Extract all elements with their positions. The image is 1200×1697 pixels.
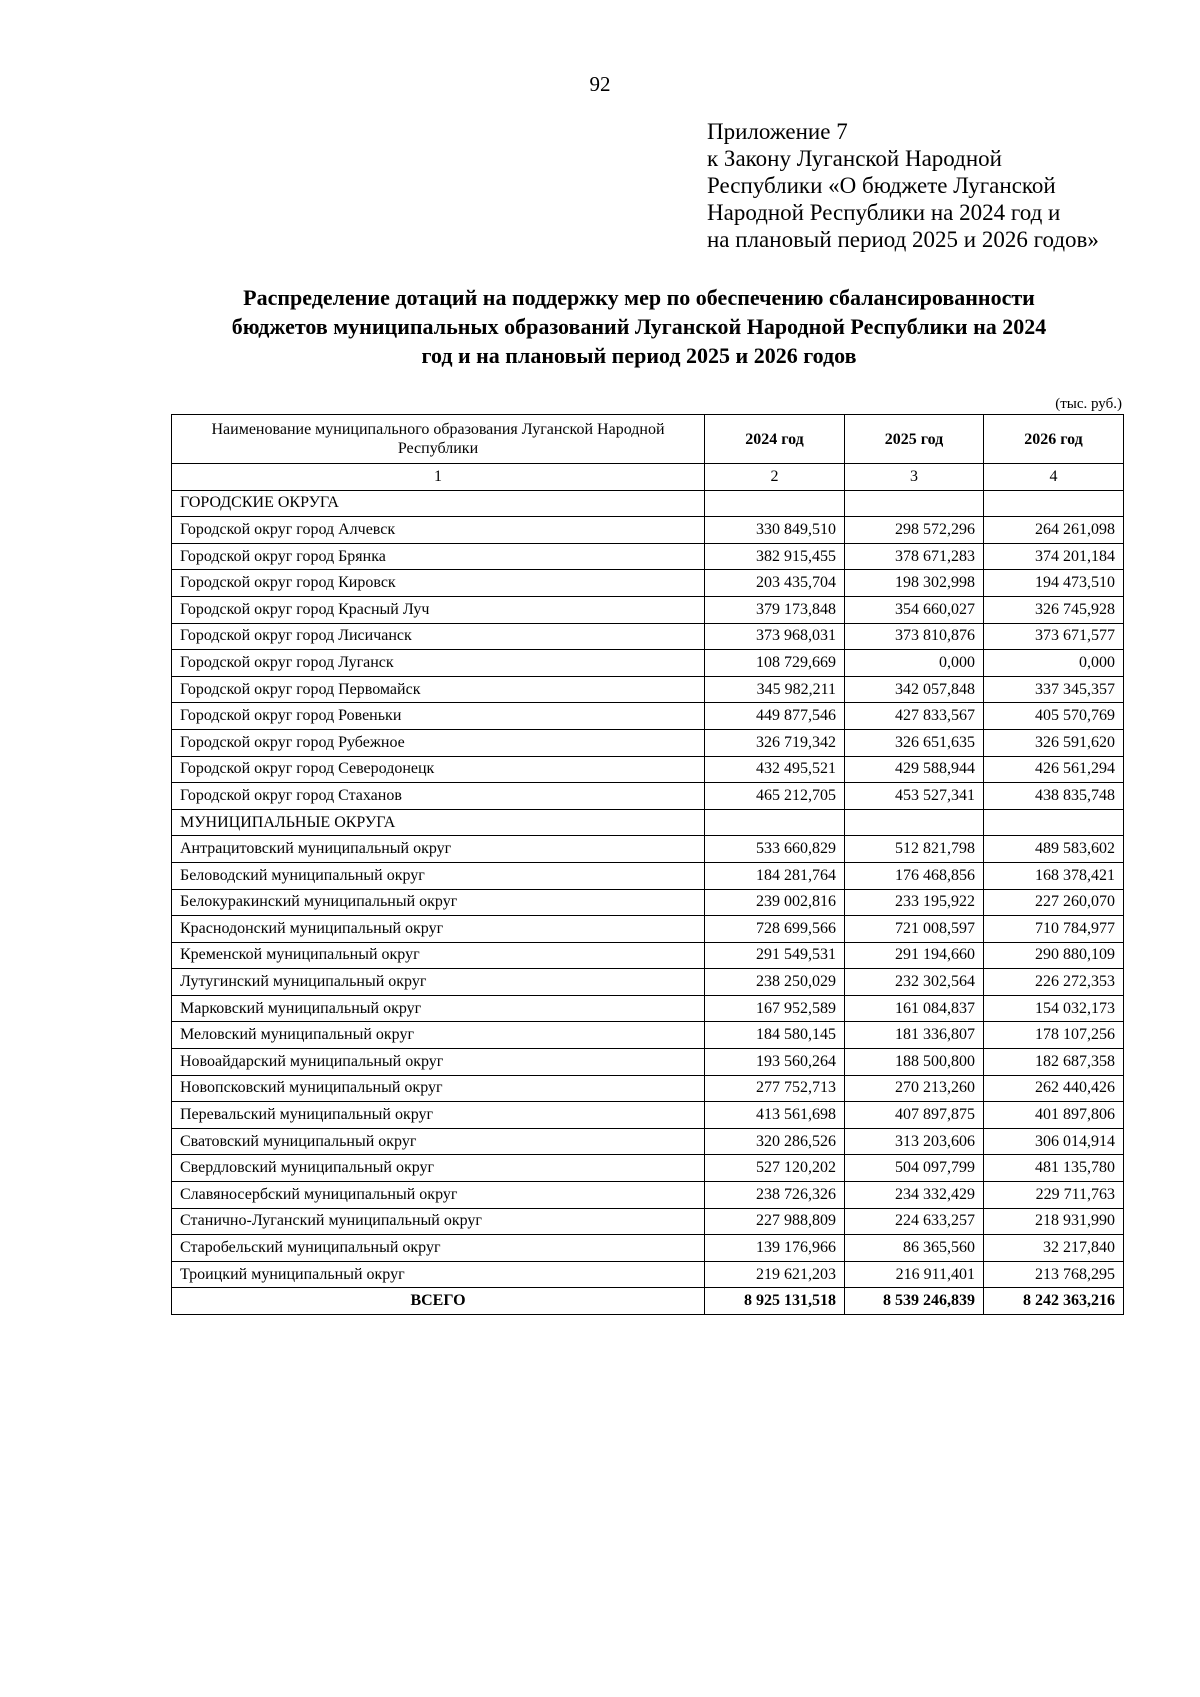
amount-cell: 32 217,840: [984, 1235, 1124, 1262]
table-row: [172, 1049, 1124, 1076]
amount-cell: 108 729,669: [705, 650, 845, 677]
amount-cell: 0,000: [845, 650, 984, 677]
amount-cell: 373 671,577: [984, 623, 1124, 650]
municipality-name: Новопсковский муниципальный округ: [172, 1075, 705, 1102]
header-2026: 2026 год: [984, 415, 1124, 464]
amount-cell: 167 952,589: [705, 995, 845, 1022]
table-row: [172, 623, 1124, 650]
header-municipality: Наименование муниципального образования Луганской Народной Республики: [172, 415, 705, 464]
amount-cell: 234 332,429: [845, 1182, 984, 1209]
amount-cell: 161 084,837: [845, 995, 984, 1022]
title-line: год и на плановый период 2025 и 2026 годов: [421, 343, 857, 368]
amount-cell: 710 784,977: [984, 916, 1124, 943]
amount-cell: 176 468,856: [845, 862, 984, 889]
table-row: [172, 889, 1124, 916]
amount-cell: 229 711,763: [984, 1182, 1124, 1209]
amount-cell: 216 911,401: [845, 1261, 984, 1288]
amount-cell: 313 203,606: [845, 1128, 984, 1155]
total-amount: 8 242 363,216: [984, 1288, 1124, 1315]
amount-cell: 0,000: [984, 650, 1124, 677]
appendix-line: Республики «О бюджете Луганской: [707, 173, 1056, 198]
subsidy-table: [171, 414, 1124, 1315]
title-line: бюджетов муниципальных образований Луганской Народной Республики на 2024: [231, 314, 1047, 339]
amount-cell: 728 699,566: [705, 916, 845, 943]
amount-cell: 306 014,914: [984, 1128, 1124, 1155]
empty-cell: [845, 809, 984, 836]
amount-cell: 262 440,426: [984, 1075, 1124, 1102]
amount-cell: 277 752,713: [705, 1075, 845, 1102]
amount-cell: 239 002,816: [705, 889, 845, 916]
amount-cell: 354 660,027: [845, 596, 984, 623]
amount-cell: 337 345,357: [984, 676, 1124, 703]
amount-cell: 193 560,264: [705, 1049, 845, 1076]
title-line: Распределение дотаций на поддержку мер по обеспечению сбалансированности: [243, 285, 1035, 310]
table-row: [172, 862, 1124, 889]
amount-cell: 533 660,829: [705, 836, 845, 863]
empty-cell: [845, 490, 984, 517]
table-row: [172, 916, 1124, 943]
amount-cell: 427 833,567: [845, 703, 984, 730]
amount-cell: 291 194,660: [845, 942, 984, 969]
appendix-line: Народной Республики на 2024 год и: [707, 200, 1061, 225]
column-number: 1: [172, 464, 705, 491]
amount-cell: 182 687,358: [984, 1049, 1124, 1076]
table-row: [172, 650, 1124, 677]
table-row: [172, 783, 1124, 810]
empty-cell: [984, 490, 1124, 517]
amount-cell: 198 302,998: [845, 570, 984, 597]
table-row: [172, 1102, 1124, 1129]
appendix-reference: [707, 118, 1187, 253]
amount-cell: 378 671,283: [845, 543, 984, 570]
table-row: [172, 1235, 1124, 1262]
amount-cell: 194 473,510: [984, 570, 1124, 597]
municipality-name: Белокуракинский муниципальный округ: [172, 889, 705, 916]
amount-cell: 330 849,510: [705, 517, 845, 544]
table-row: [172, 836, 1124, 863]
municipality-name: Меловский муниципальный округ: [172, 1022, 705, 1049]
amount-cell: 139 176,966: [705, 1235, 845, 1262]
amount-cell: 407 897,875: [845, 1102, 984, 1129]
municipality-name: Городской округ город Лисичанск: [172, 623, 705, 650]
amount-cell: 326 591,620: [984, 729, 1124, 756]
amount-cell: 373 810,876: [845, 623, 984, 650]
amount-cell: 449 877,546: [705, 703, 845, 730]
amount-cell: 405 570,769: [984, 703, 1124, 730]
table-header-row: [172, 415, 1124, 464]
amount-cell: 181 336,807: [845, 1022, 984, 1049]
municipality-name: Славяносербский муниципальный округ: [172, 1182, 705, 1209]
amount-cell: 465 212,705: [705, 783, 845, 810]
section-name: ГОРОДСКИЕ ОКРУГА: [172, 490, 705, 517]
municipality-name: Городской округ город Брянка: [172, 543, 705, 570]
municipality-name: Перевальский муниципальный округ: [172, 1102, 705, 1129]
document-title: [170, 283, 1108, 370]
table-row: [172, 995, 1124, 1022]
column-number: 3: [845, 464, 984, 491]
municipality-name: Свердловский муниципальный округ: [172, 1155, 705, 1182]
amount-cell: 264 261,098: [984, 517, 1124, 544]
total-row: [172, 1288, 1124, 1315]
amount-cell: 86 365,560: [845, 1235, 984, 1262]
amount-cell: 401 897,806: [984, 1102, 1124, 1129]
amount-cell: 326 719,342: [705, 729, 845, 756]
municipality-name: Краснодонский муниципальный округ: [172, 916, 705, 943]
amount-cell: 432 495,521: [705, 756, 845, 783]
appendix-line: Приложение 7: [707, 119, 848, 144]
amount-cell: 203 435,704: [705, 570, 845, 597]
amount-cell: 168 378,421: [984, 862, 1124, 889]
column-number-row: [172, 464, 1124, 491]
units-note: (тыс. руб.): [1055, 396, 1122, 412]
section-name: МУНИЦИПАЛЬНЫЕ ОКРУГА: [172, 809, 705, 836]
amount-cell: 527 120,202: [705, 1155, 845, 1182]
amount-cell: 413 561,698: [705, 1102, 845, 1129]
amount-cell: 489 583,602: [984, 836, 1124, 863]
total-amount: 8 539 246,839: [845, 1288, 984, 1315]
table-row: [172, 703, 1124, 730]
amount-cell: 224 633,257: [845, 1208, 984, 1235]
total-amount: 8 925 131,518: [705, 1288, 845, 1315]
table-row: [172, 676, 1124, 703]
amount-cell: 238 726,326: [705, 1182, 845, 1209]
municipality-name: Станично-Луганский муниципальный округ: [172, 1208, 705, 1235]
municipality-name: Городской округ город Красный Луч: [172, 596, 705, 623]
table-row: [172, 596, 1124, 623]
table-row: [172, 942, 1124, 969]
municipality-name: Лутугинский муниципальный округ: [172, 969, 705, 996]
municipality-name: Марковский муниципальный округ: [172, 995, 705, 1022]
amount-cell: 326 745,928: [984, 596, 1124, 623]
table-row: [172, 543, 1124, 570]
municipality-name: Городской округ город Ровеньки: [172, 703, 705, 730]
municipality-name: Городской округ город Первомайск: [172, 676, 705, 703]
table-row: [172, 1155, 1124, 1182]
table-row: [172, 1261, 1124, 1288]
amount-cell: 342 057,848: [845, 676, 984, 703]
table-row: [172, 517, 1124, 544]
amount-cell: 426 561,294: [984, 756, 1124, 783]
header-2025: 2025 год: [845, 415, 984, 464]
amount-cell: 481 135,780: [984, 1155, 1124, 1182]
amount-cell: 226 272,353: [984, 969, 1124, 996]
amount-cell: 184 281,764: [705, 862, 845, 889]
municipality-name: Беловодский муниципальный округ: [172, 862, 705, 889]
amount-cell: 504 097,799: [845, 1155, 984, 1182]
table-row: [172, 1075, 1124, 1102]
empty-cell: [705, 490, 845, 517]
amount-cell: 438 835,748: [984, 783, 1124, 810]
table-row: [172, 1182, 1124, 1209]
header-2024: 2024 год: [705, 415, 845, 464]
municipality-name: Городской округ город Луганск: [172, 650, 705, 677]
appendix-line: к Закону Луганской Народной: [707, 146, 1002, 171]
amount-cell: 218 931,990: [984, 1208, 1124, 1235]
column-number: 2: [705, 464, 845, 491]
amount-cell: 232 302,564: [845, 969, 984, 996]
amount-cell: 178 107,256: [984, 1022, 1124, 1049]
municipality-name: Городской округ город Алчевск: [172, 517, 705, 544]
page-number: 92: [589, 72, 611, 96]
amount-cell: 379 173,848: [705, 596, 845, 623]
municipality-name: Троицкий муниципальный округ: [172, 1261, 705, 1288]
table-row: [172, 1208, 1124, 1235]
table-row: [172, 1022, 1124, 1049]
municipality-name: Сватовский муниципальный округ: [172, 1128, 705, 1155]
municipality-name: Городской округ город Стаханов: [172, 783, 705, 810]
amount-cell: 290 880,109: [984, 942, 1124, 969]
municipality-name: Новоайдарский муниципальный округ: [172, 1049, 705, 1076]
amount-cell: 213 768,295: [984, 1261, 1124, 1288]
table-body: [172, 415, 1124, 1315]
table-row: [172, 969, 1124, 996]
table-row: [172, 756, 1124, 783]
amount-cell: 429 588,944: [845, 756, 984, 783]
amount-cell: 270 213,260: [845, 1075, 984, 1102]
amount-cell: 291 549,531: [705, 942, 845, 969]
amount-cell: 512 821,798: [845, 836, 984, 863]
amount-cell: 233 195,922: [845, 889, 984, 916]
municipality-name: Городской округ город Северодонецк: [172, 756, 705, 783]
table-row: [172, 729, 1124, 756]
total-label: ВСЕГО: [172, 1288, 705, 1315]
amount-cell: 320 286,526: [705, 1128, 845, 1155]
appendix-line: на плановый период 2025 и 2026 годов»: [707, 227, 1099, 252]
amount-cell: 374 201,184: [984, 543, 1124, 570]
municipality-name: Городской округ город Кировск: [172, 570, 705, 597]
empty-cell: [705, 809, 845, 836]
table-row: [172, 1128, 1124, 1155]
municipality-name: Антрацитовский муниципальный округ: [172, 836, 705, 863]
column-number: 4: [984, 464, 1124, 491]
amount-cell: 184 580,145: [705, 1022, 845, 1049]
amount-cell: 298 572,296: [845, 517, 984, 544]
municipality-name: Старобельский муниципальный округ: [172, 1235, 705, 1262]
amount-cell: 382 915,455: [705, 543, 845, 570]
table-row: [172, 570, 1124, 597]
amount-cell: 238 250,029: [705, 969, 845, 996]
amount-cell: 453 527,341: [845, 783, 984, 810]
amount-cell: 227 988,809: [705, 1208, 845, 1235]
amount-cell: 326 651,635: [845, 729, 984, 756]
section-row: [172, 490, 1124, 517]
amount-cell: 219 621,203: [705, 1261, 845, 1288]
amount-cell: 721 008,597: [845, 916, 984, 943]
empty-cell: [984, 809, 1124, 836]
amount-cell: 188 500,800: [845, 1049, 984, 1076]
amount-cell: 373 968,031: [705, 623, 845, 650]
amount-cell: 154 032,173: [984, 995, 1124, 1022]
municipality-name: Кременской муниципальный округ: [172, 942, 705, 969]
amount-cell: 345 982,211: [705, 676, 845, 703]
section-row: [172, 809, 1124, 836]
amount-cell: 227 260,070: [984, 889, 1124, 916]
municipality-name: Городской округ город Рубежное: [172, 729, 705, 756]
